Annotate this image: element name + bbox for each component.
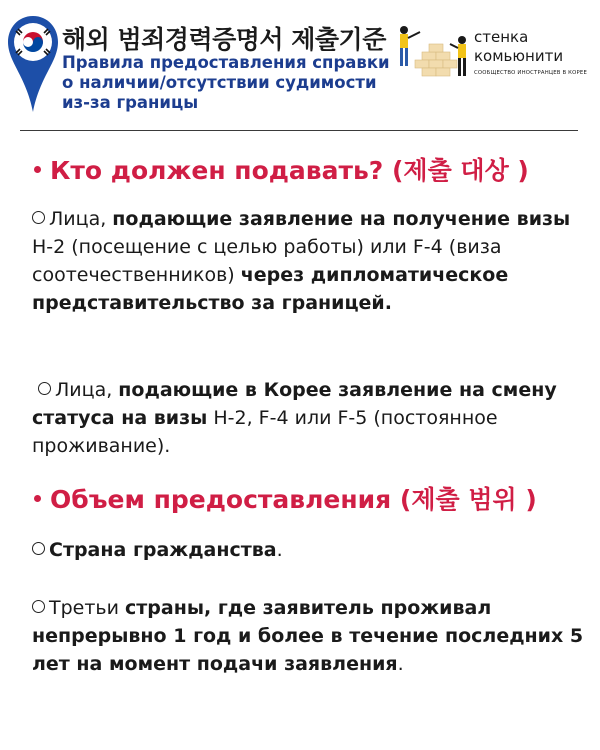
location-pin-icon (6, 14, 60, 114)
section-title-scope: Объем предоставления (제출 범위 ) (50, 485, 537, 514)
paragraph-scope-third-countries: Третьи страны, где заявитель проживал непрерывно 1 год и более в течение последних 5 лет на момент подачи заявления. (32, 597, 584, 675)
brand-tagline: СООБЩЕСТВО ИНОСТРАНЦЕВ В КОРЕЕ (474, 70, 587, 76)
brand-name: стенка комьюнити (474, 28, 564, 65)
circle-bullet-icon (32, 600, 45, 613)
wall-builders-illustration (396, 22, 474, 84)
circle-bullet-icon (32, 542, 45, 555)
section-title-who: Кто должен подавать? (제출 대상 ) (50, 156, 529, 185)
paragraph-who-visa: Лица, подающие заявление на получение визы H-2 (посещение с целью работы) или F-4 (виза соотечественников) через дипломатическое представительство за границей. (32, 208, 571, 314)
section-bullet (34, 495, 41, 502)
circle-bullet-icon (38, 382, 51, 395)
header-divider (20, 130, 578, 131)
paragraph-who-status-change: Лица, подающие в Корее заявление на смену статуса на визы H-2, F-4 или F-5 (постоянное проживание). (32, 379, 557, 457)
circle-bullet-icon (32, 211, 45, 224)
title-russian: Правила предоставления справки о наличии/отсутствии судимости из-за границы (62, 53, 390, 112)
title-korean: 해외 범죄경력증명서 제출기준 (62, 25, 386, 54)
section-bullet (34, 166, 41, 173)
header (0, 0, 600, 125)
paragraph-scope-citizenship: Страна гражданства. (32, 536, 587, 564)
